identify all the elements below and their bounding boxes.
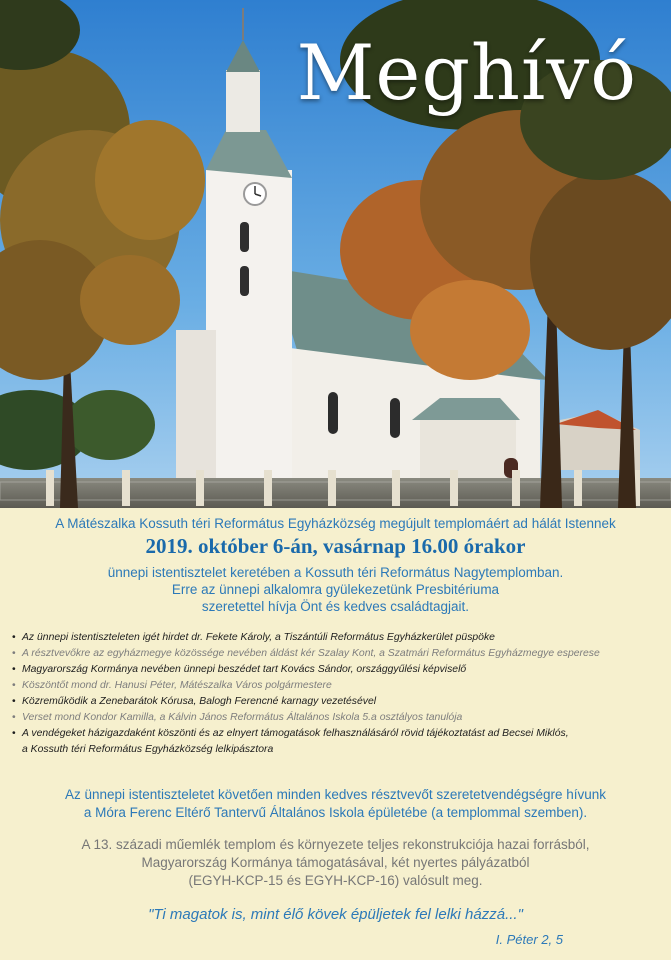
bible-quote: "Ti magatok is, mint élő kövek épüljetek fel lelki házzá...": [148, 906, 523, 923]
program-list: [12, 630, 667, 758]
program-item: • Köszöntőt mond dr. Hanusi Péter, Mátészalka Város polgármestere: [12, 678, 667, 694]
program-item: • A résztvevőkre az egyházmegye közössége nevében áldást kér Szalay Kont, a Szatmári Református Egyházmegye esperese: [12, 646, 667, 662]
program-item: • Magyarország Kormánya nevében ünnepi beszédet tart Kovács Sándor, országgyűlési képviselő: [12, 662, 667, 678]
event-date: 2019. október 6-án, vasárnap 16.00 órakor: [145, 534, 526, 558]
invitation-text: [0, 508, 671, 960]
intro-line-4: szeretettel hívja Önt és kedves családtagjait.: [201, 599, 470, 614]
intro-line-2: ünnepi istentisztelet keretében a Kossuth téri Református Nagytemplomban.: [107, 565, 564, 580]
reception-line-1: Az ünnepi istentiszteletet követően minden kedves résztvevőt szeretetvendégségre hívunk: [64, 787, 607, 802]
reconstruction-line-2: Magyarország Kormánya támogatásával, két nyertes pályázatból: [141, 855, 530, 870]
program-item: • A vendégeket házigazdaként köszönti és az elnyert támogatások felhasználásáról rövid tájékoztatást ad Becsei Miklós, a Kossuth téri Református Egyházközség lelkipásztora: [12, 726, 667, 758]
program-item: • Közreműködik a Zenebarátok Kórusa, Balogh Ferencné karnagy vezetésével: [12, 694, 667, 710]
reception-notice: [0, 786, 671, 822]
bible-reference: I. Péter 2, 5: [495, 932, 563, 947]
intro-line-3: Erre az ünnepi alkalomra gyülekezetünk Presbitériuma: [171, 582, 500, 597]
program-item: • Az ünnepi istentiszteleten igét hirdet dr. Fekete Károly, a Tiszántúli Református Egyházkerület püspöke: [12, 630, 667, 646]
reconstruction-notice: [0, 836, 671, 890]
reconstruction-line-3: (EGYH-KCP-15 és EGYH-KCP-16) valósult meg.: [188, 873, 483, 888]
page-title: Meghívó: [296, 28, 637, 117]
intro-block: [0, 564, 671, 615]
program-item: • Verset mond Kondor Kamilla, a Kálvin János Református Általános Iskola 5.a osztályos tanulója: [12, 710, 667, 726]
reconstruction-line-1: A 13. századi műemlék templom és környezete teljes rekonstrukciója hazai forrásból,: [81, 837, 590, 852]
intro-line-1: A Mátészalka Kossuth téri Református Egyházközség megújult templomáért ad hálát Istennek: [55, 516, 616, 531]
reception-line-2: a Móra Ferenc Eltérő Tantervű Általános Iskola épületébe (a templommal szemben).: [83, 805, 588, 820]
